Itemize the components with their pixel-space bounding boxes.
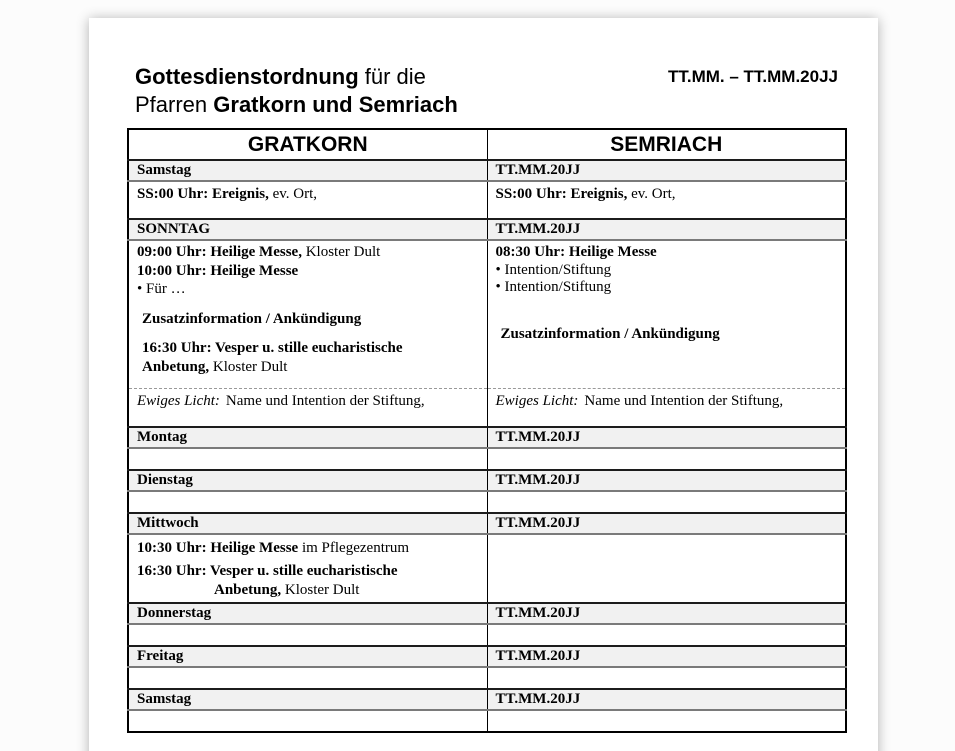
day-row-samstag-1 (128, 160, 846, 181)
ewiges-licht-row (128, 388, 846, 427)
event-time: SS:00 Uhr: Ereignis, (137, 186, 269, 202)
vesper-place: Kloster Dult (281, 582, 360, 598)
document-header (127, 63, 847, 119)
day-date: TT.MM.20JJ (487, 513, 846, 534)
day-row-donnerstag (128, 603, 846, 624)
day-date: TT.MM.20JJ (487, 427, 846, 448)
document-page (89, 18, 878, 751)
date-range: TT.MM. – TT.MM.20JJ (667, 67, 838, 86)
document-content (89, 18, 878, 733)
gratkorn-wednesday-cell (128, 534, 487, 603)
announcement: Zusatzinformation / Ankündigung (142, 311, 362, 327)
intention-bullet: • Für … (137, 281, 186, 297)
day-label: Samstag (128, 689, 487, 710)
announcement: Zusatzinformation / Ankündigung (500, 326, 720, 342)
empty-cell (487, 448, 846, 470)
column-header-semriach: SEMRIACH (487, 129, 846, 160)
day-date: TT.MM.20JJ (487, 689, 846, 710)
gratkorn-sunday-cell (128, 240, 487, 388)
day-label: Donnerstag (128, 603, 487, 624)
column-header-gratkorn: GRATKORN (128, 129, 487, 160)
vesper-entry (137, 562, 479, 600)
page-title (135, 63, 458, 119)
schedule-table (127, 128, 847, 733)
empty-row (128, 667, 846, 689)
mass-place: Kloster Dult (301, 244, 381, 260)
day-date: TT.MM.20JJ (487, 470, 846, 491)
empty-cell (128, 667, 487, 689)
day-row-mittwoch (128, 513, 846, 534)
day-label: Mittwoch (128, 513, 487, 534)
day-label: SONNTAG (128, 219, 487, 240)
semriach-ewiges-licht-cell (487, 388, 846, 427)
empty-cell (487, 491, 846, 513)
vesper-line2-bold: Anbetung, (214, 582, 282, 598)
wednesday-content-row (128, 534, 846, 603)
ewiges-licht-text: Name und Intention der Stiftung, (584, 392, 784, 409)
empty-row (128, 624, 846, 646)
sunday-content-row (128, 240, 846, 388)
vesper-line2: Anbetung, (142, 359, 210, 375)
day-date: TT.MM.20JJ (487, 160, 846, 181)
day-date: TT.MM.20JJ (487, 603, 846, 624)
mass-entry (137, 539, 479, 558)
empty-cell (128, 448, 487, 470)
ewiges-licht-label: Ewiges Licht: (495, 392, 579, 409)
semriach-event-cell (487, 181, 846, 219)
ewiges-licht-text: Name und Intention der Stiftung, (225, 392, 425, 409)
gratkorn-ewiges-licht-cell (128, 388, 487, 427)
day-row-dienstag (128, 470, 846, 491)
mass-time: 10:30 Uhr: Heilige Messe (137, 540, 299, 556)
day-row-sonntag (128, 219, 846, 240)
saturday-event-row (128, 181, 846, 219)
day-label: Samstag (128, 160, 487, 181)
event-detail: ev. Ort, (268, 186, 318, 202)
vesper-line2 (214, 582, 359, 598)
mass-time: 09:00 Uhr: Heilige Messe, (137, 244, 302, 260)
title-prefix: Pfarren (135, 92, 214, 117)
empty-row (128, 448, 846, 470)
day-label: Freitag (128, 646, 487, 667)
mass-entry: 08:30 Uhr: Heilige Messe (495, 244, 657, 260)
ewiges-licht-label: Ewiges Licht: (137, 392, 220, 409)
day-row-samstag-2 (128, 689, 846, 710)
empty-cell (128, 710, 487, 732)
vesper-line1: 16:30 Uhr: Vesper u. stille eucharistische (137, 563, 398, 579)
empty-cell (487, 624, 846, 646)
day-date: TT.MM.20JJ (487, 646, 846, 667)
semriach-wednesday-cell (487, 534, 846, 603)
mass-entry (137, 243, 479, 262)
mass-entry: 10:00 Uhr: Heilige Messe (137, 263, 299, 279)
day-row-freitag (128, 646, 846, 667)
empty-row (128, 710, 846, 732)
gratkorn-event-cell (128, 181, 487, 219)
empty-row (128, 491, 846, 513)
event-time: SS:00 Uhr: Ereignis, (495, 186, 628, 202)
day-row-montag (128, 427, 846, 448)
empty-cell (487, 667, 846, 689)
title-parish-names: Gratkorn und Semriach (213, 92, 458, 117)
day-label: Montag (128, 427, 487, 448)
event-detail: ev. Ort, (627, 186, 676, 202)
empty-cell (487, 710, 846, 732)
semriach-sunday-cell (487, 240, 846, 388)
vesper-place: Kloster Dult (209, 359, 288, 375)
intention-bullet: • Intention/Stiftung (495, 279, 612, 295)
mass-place: im Pflegezentrum (298, 540, 410, 556)
empty-cell (128, 624, 487, 646)
table-header-row (128, 129, 846, 160)
empty-cell (128, 491, 487, 513)
day-date: TT.MM.20JJ (487, 219, 846, 240)
vesper-line1: 16:30 Uhr: Vesper u. stille eucharistische (142, 340, 403, 356)
vesper-entry (142, 339, 479, 377)
title-bold-part: Gottesdienstordnung (135, 64, 359, 89)
day-label: Dienstag (128, 470, 487, 491)
title-regular-part: für die (358, 64, 426, 89)
intention-bullet: • Intention/Stiftung (495, 262, 612, 278)
